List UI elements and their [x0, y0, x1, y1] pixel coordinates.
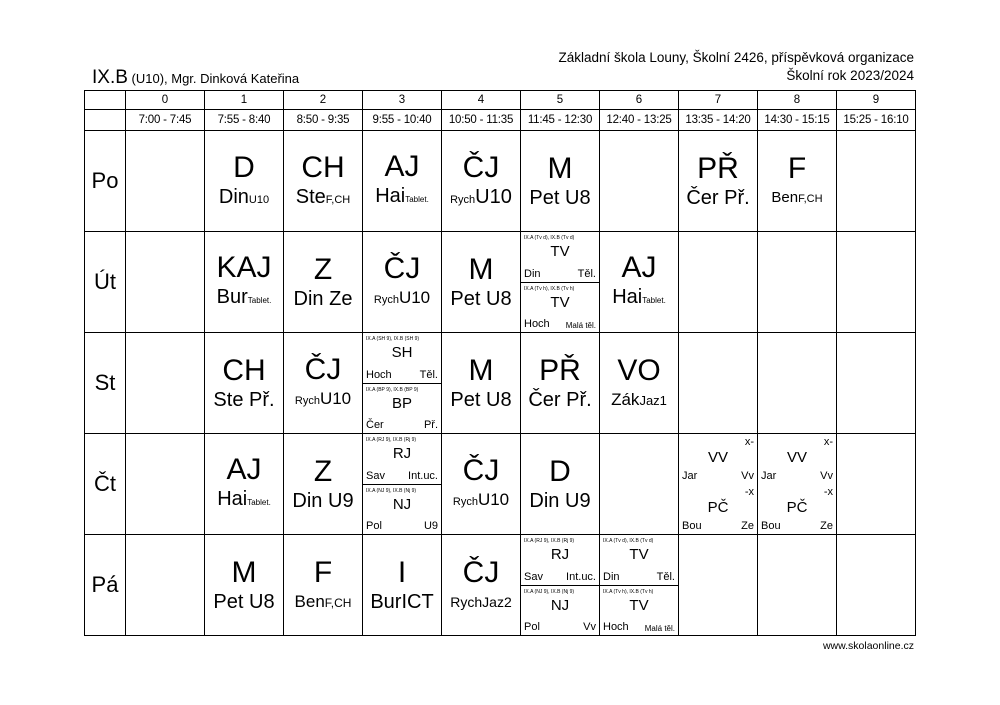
empty-slot	[837, 232, 916, 333]
subject: TV	[550, 243, 570, 260]
lesson-cell	[363, 232, 442, 333]
split-lesson-cell	[363, 333, 442, 434]
teacher: Din	[218, 185, 249, 208]
subject: D	[233, 150, 255, 184]
room: Těl.	[656, 570, 675, 583]
subject: ČJ	[383, 252, 421, 285]
empty-slot	[600, 131, 679, 232]
subject: M	[547, 152, 573, 185]
lesson-cell	[205, 232, 284, 333]
subject: PČ	[786, 499, 808, 516]
subject: M	[468, 253, 494, 286]
teacher: Ben	[771, 188, 799, 206]
empty-slot	[758, 232, 837, 333]
lesson-cell	[205, 535, 284, 636]
subject: ČJ	[462, 454, 500, 487]
room: U10	[319, 389, 352, 408]
period-time: 11:45 - 12:30	[521, 110, 600, 131]
period-number: 1	[205, 91, 284, 110]
period-time: 9:55 - 10:40	[363, 110, 442, 131]
split-lesson-cell	[521, 535, 600, 636]
group-label: IX.A (BP 9), IX.B (BP 9)	[366, 386, 419, 393]
room: Př.	[249, 389, 275, 411]
empty-slot	[837, 434, 916, 535]
subject: F	[313, 555, 333, 589]
lesson-cell	[521, 434, 600, 535]
teacher: Zák	[611, 389, 640, 409]
subject: AJ	[384, 150, 420, 183]
teacher: Pet	[450, 389, 481, 411]
teacher: Din	[293, 288, 324, 310]
day-label: Út	[85, 232, 126, 333]
room: U10	[398, 288, 431, 307]
teacher: Rych	[373, 294, 399, 306]
teacher: Hai	[612, 286, 643, 308]
corner-cell	[85, 91, 126, 110]
subject: ČJ	[304, 353, 342, 386]
room: ICT	[401, 591, 434, 613]
subject: AJ	[226, 453, 262, 486]
empty-slot	[679, 232, 758, 333]
split-lesson-cell	[758, 434, 837, 535]
period-number: 9	[837, 91, 916, 110]
room: Tablet.	[247, 498, 271, 507]
empty-slot	[126, 131, 205, 232]
lesson-week-a	[758, 434, 836, 484]
subject: VO	[617, 353, 661, 387]
teacher: Hoch	[603, 621, 629, 633]
room: Int.uc.	[408, 469, 438, 482]
lesson-cell	[363, 535, 442, 636]
teacher: Hoch	[524, 318, 550, 330]
teacher: Din	[524, 267, 541, 280]
period-time: 8:50 - 9:35	[284, 110, 363, 131]
period-time: 10:50 - 11:35	[442, 110, 521, 131]
teacher: Pet	[213, 591, 244, 613]
room: Tablet.	[405, 195, 429, 204]
subject: CH	[301, 150, 345, 184]
teacher: Hoch	[366, 368, 392, 381]
room: Těl.	[577, 267, 596, 280]
teacher: Pet	[529, 187, 560, 209]
group-label: IX.A (NJ 9), IX.B (Nj 9)	[366, 487, 417, 494]
room: Př.	[724, 187, 750, 209]
room: Int.uc.	[566, 570, 596, 583]
room: Jaz2	[482, 594, 512, 610]
teacher: Sav	[366, 469, 385, 482]
room: Ze	[329, 288, 353, 310]
teacher: Bur	[370, 591, 402, 613]
lesson-week-a	[679, 434, 757, 484]
subject: RJ	[550, 546, 570, 563]
lesson-cell	[521, 333, 600, 434]
period-time: 14:30 - 15:15	[758, 110, 837, 131]
lesson-group-b	[600, 585, 678, 636]
day-label: Pá	[85, 535, 126, 636]
lesson-week-b	[758, 484, 836, 534]
empty-slot	[758, 535, 837, 636]
class-title	[92, 67, 299, 89]
teacher: Pet	[450, 288, 481, 310]
subject: F	[787, 151, 807, 185]
room: Vv	[820, 470, 833, 482]
room: U10	[248, 193, 270, 206]
lesson-cell	[205, 333, 284, 434]
period-number: 6	[600, 91, 679, 110]
lesson-week-b	[679, 484, 757, 534]
lesson-group-b	[521, 282, 599, 333]
teacher: Sav	[524, 570, 543, 583]
subject: Z	[313, 253, 333, 286]
period-time: 13:35 - 14:20	[679, 110, 758, 131]
period-number: 8	[758, 91, 837, 110]
footer-link[interactable]: www.skolaonline.cz	[822, 640, 914, 652]
teacher: Din	[603, 570, 620, 583]
empty-slot	[126, 232, 205, 333]
room: Těl.	[419, 368, 438, 381]
lesson-cell	[442, 333, 521, 434]
timetable	[84, 90, 916, 636]
room: Ze	[741, 520, 754, 532]
lesson-group-a	[363, 434, 441, 484]
empty-slot	[126, 434, 205, 535]
split-lesson-cell	[363, 434, 442, 535]
period-time: 12:40 - 13:25	[600, 110, 679, 131]
week-marker: x-	[823, 436, 833, 448]
day-label: Po	[85, 131, 126, 232]
room: U8	[565, 187, 591, 209]
subject: RJ	[392, 445, 412, 462]
lesson-group-a	[521, 535, 599, 585]
room: Tablet.	[247, 296, 272, 305]
week-marker: x-	[744, 436, 754, 448]
subject: NJ	[392, 495, 412, 513]
room: Jaz1	[639, 392, 667, 408]
teacher: Rych	[452, 496, 478, 508]
teacher: Čer	[528, 389, 561, 411]
lesson-cell	[284, 131, 363, 232]
lesson-group-b	[363, 484, 441, 535]
period-number: 3	[363, 91, 442, 110]
room: Malá těl.	[565, 321, 596, 330]
subject: PČ	[707, 499, 729, 516]
subject: D	[549, 455, 571, 488]
lesson-cell	[363, 131, 442, 232]
school-year: Školní rok 2023/2024	[786, 68, 914, 83]
room: F,CH	[325, 193, 351, 206]
day-label: Čt	[85, 434, 126, 535]
room: Tablet.	[642, 296, 666, 305]
teacher: Čer	[686, 187, 719, 209]
group-label: IX.A (Tv h), IX.B (Tv h)	[524, 285, 575, 292]
empty-slot	[679, 333, 758, 434]
subject: NJ	[550, 596, 570, 614]
teacher: Ste	[295, 185, 326, 208]
room: U8	[486, 288, 512, 310]
period-time: 7:55 - 8:40	[205, 110, 284, 131]
teacher: Bou	[761, 520, 781, 532]
period-number: 5	[521, 91, 600, 110]
lesson-group-a	[521, 232, 599, 282]
lesson-cell	[205, 131, 284, 232]
room: U8	[486, 389, 512, 411]
teacher: Rych	[294, 395, 320, 407]
room: Malá těl.	[644, 624, 675, 633]
empty-slot	[837, 535, 916, 636]
teacher: Din	[529, 490, 560, 512]
subject: VV	[707, 449, 728, 466]
week-marker: -x	[744, 486, 754, 498]
day-label: St	[85, 333, 126, 434]
empty-slot	[126, 333, 205, 434]
empty-slot	[837, 333, 916, 434]
room: U10	[477, 490, 510, 509]
period-time: 7:00 - 7:45	[126, 110, 205, 131]
subject: TV	[629, 546, 649, 563]
lesson-cell	[442, 535, 521, 636]
subject: TV	[550, 293, 570, 311]
teacher: Pol	[366, 520, 382, 532]
subject: BP	[391, 394, 412, 412]
empty-slot	[600, 434, 679, 535]
room: Př.	[566, 389, 592, 411]
period-number: 2	[284, 91, 363, 110]
subject: M	[468, 354, 494, 387]
subject: ČJ	[462, 556, 500, 589]
teacher: Čer	[366, 419, 384, 431]
room: U9	[328, 490, 354, 512]
teacher: Hai	[375, 185, 406, 207]
lesson-cell	[284, 333, 363, 434]
split-lesson-cell	[521, 232, 600, 333]
group-label: IX.A (RJ 9), IX.B (Rj 9)	[366, 437, 417, 443]
subject: PŘ	[539, 354, 581, 387]
teacher: Bur	[216, 286, 248, 308]
lesson-group-a	[363, 333, 441, 383]
split-lesson-cell	[600, 535, 679, 636]
teacher: Rych	[450, 193, 476, 206]
lesson-cell	[284, 232, 363, 333]
subject: ČJ	[462, 150, 500, 184]
lesson-cell	[521, 131, 600, 232]
week-marker: -x	[823, 486, 833, 498]
room: Př.	[423, 419, 438, 431]
lesson-group-b	[521, 585, 599, 636]
group-label: IX.A (Tv h), IX.B (Tv h)	[603, 588, 654, 595]
room: U9	[565, 490, 591, 512]
lesson-cell	[679, 131, 758, 232]
room: U9	[423, 520, 438, 532]
lesson-cell	[442, 232, 521, 333]
empty-slot	[679, 535, 758, 636]
teacher: Jar	[761, 470, 777, 482]
room: F,CH	[324, 595, 352, 610]
teacher: Ste	[213, 389, 244, 411]
lesson-group-b	[363, 383, 441, 434]
subject: VV	[786, 449, 807, 466]
subject: CH	[222, 354, 266, 387]
group-label: IX.A (NJ 9), IX.B (Nj 9)	[524, 588, 575, 595]
period-time: 15:25 - 16:10	[837, 110, 916, 131]
split-lesson-cell	[679, 434, 758, 535]
lesson-cell	[284, 535, 363, 636]
subject: I	[397, 556, 407, 589]
subject: PŘ	[697, 152, 739, 185]
teacher: Pol	[524, 621, 540, 633]
lesson-group-a	[600, 535, 678, 585]
lesson-cell	[442, 131, 521, 232]
teacher: Hai	[217, 488, 248, 510]
teacher: Bou	[682, 520, 702, 532]
room: Vv	[583, 621, 596, 633]
group-label: IX.A (Tv d), IX.B (Tv d)	[524, 235, 575, 241]
lesson-cell	[284, 434, 363, 535]
room: F,CH	[798, 192, 823, 205]
empty-slot	[758, 333, 837, 434]
room: Vv	[741, 470, 754, 482]
lesson-cell	[758, 131, 837, 232]
lesson-cell	[600, 232, 679, 333]
group-label: IX.A (SH 9), IX.B (SH 9)	[366, 336, 420, 342]
school-name: Základní škola Louny, Školní 2426, příspěvková organizace	[558, 50, 914, 65]
period-number: 4	[442, 91, 521, 110]
teacher: Din	[292, 490, 323, 512]
empty-slot	[126, 535, 205, 636]
class-teacher: (U10), Mgr. Dinková Kateřina	[127, 71, 300, 86]
period-number: 0	[126, 91, 205, 110]
lesson-cell	[600, 333, 679, 434]
lesson-cell	[442, 434, 521, 535]
group-label: IX.A (Tv d), IX.B (Tv d)	[603, 538, 654, 544]
lesson-cell	[205, 434, 284, 535]
corner-cell	[85, 110, 126, 131]
group-label: IX.A (RJ 9), IX.B (Rj 9)	[524, 538, 575, 544]
subject: KAJ	[216, 251, 272, 284]
teacher: Jar	[682, 470, 698, 482]
teacher: Rych	[450, 594, 483, 610]
subject: M	[231, 556, 257, 589]
class-code: IX.B	[92, 67, 128, 88]
teacher: Ben	[294, 591, 325, 611]
room: Ze	[820, 520, 833, 532]
subject: Z	[313, 455, 333, 488]
room: U8	[249, 591, 275, 613]
period-number: 7	[679, 91, 758, 110]
subject: TV	[629, 596, 649, 614]
subject: SH	[391, 344, 413, 361]
empty-slot	[837, 131, 916, 232]
room: U10	[475, 185, 512, 208]
subject: AJ	[621, 251, 657, 284]
